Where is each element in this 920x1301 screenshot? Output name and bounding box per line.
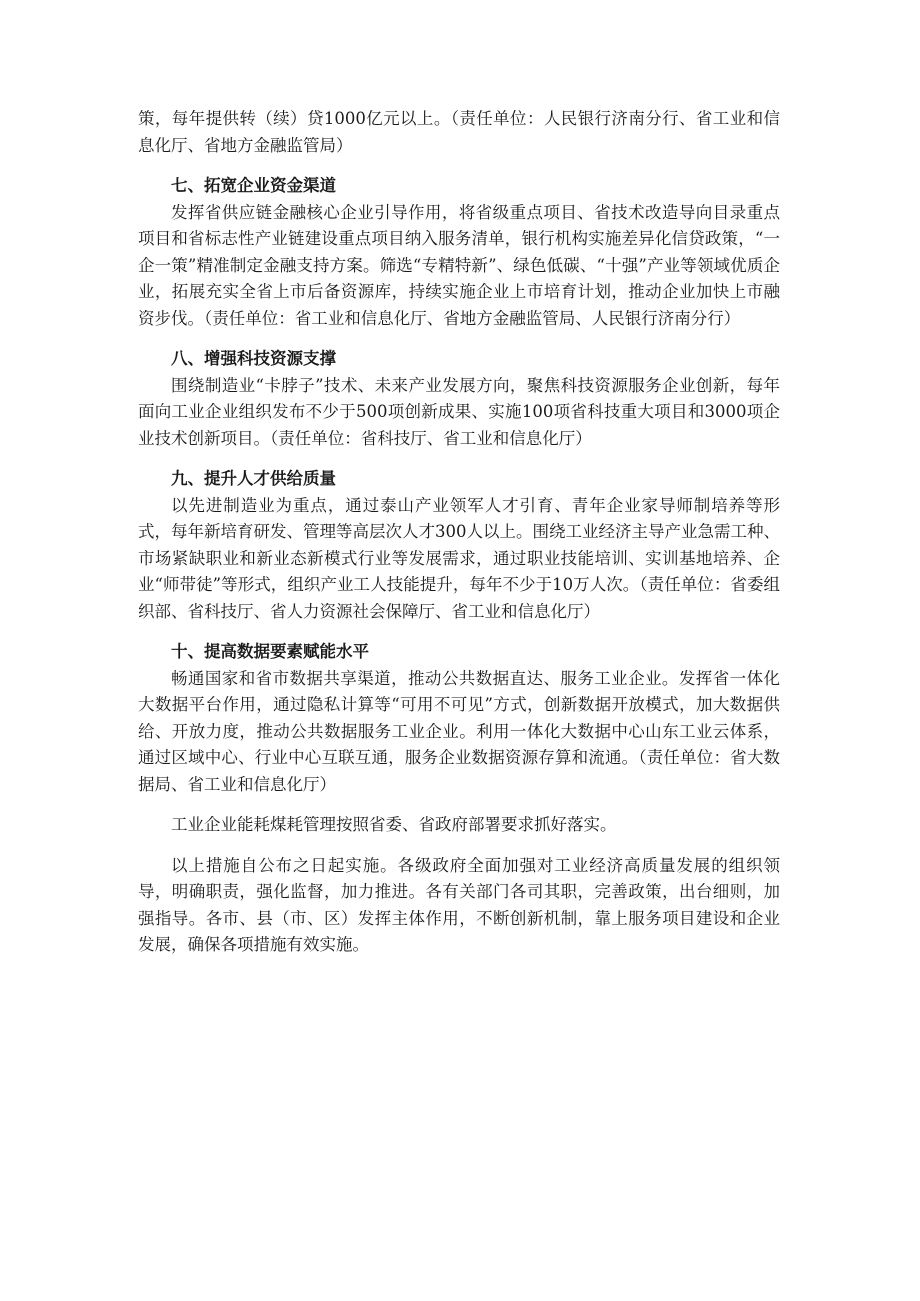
section-body: 以先进制造业为重点，通过泰山产业领军人才引育、青年企业家导师制培养等形式，每年新培育研发、管理等高层次人才300人以上。围绕工业经济主导产业急需工种、市场紧缺职业和新业态新模式行业等发展需求，通过职业技能培训、实训基地培养、企业“师带徒”等形式，组织产业工人技能提升，每年不少于10万人次。（责任单位：省委组织部、省科技厅、省人力资源社会保障厅、省工业和信息化厅） (138, 495, 780, 621)
section-heading: 十、提高数据要素赋能水平 (171, 642, 369, 661)
section-heading: 八、增强科技资源支撑 (171, 349, 336, 368)
section-7 (138, 173, 780, 332)
section-9 (138, 466, 780, 625)
section-heading: 九、提升人才供给质量 (171, 469, 336, 488)
energy-note-paragraph: 工业企业能耗煤耗管理按照省委、省政府部署要求抓好落实。 (171, 815, 617, 834)
section-body: 围绕制造业“卡脖子”技术、未来产业发展方向，聚焦科技资源服务企业创新，每年面向工业企业组织发布不少于500项创新成果、实施100项省科技重大项目和3000项企业技术创新项目。（责任单位：省科技厅、省工业和信息化厅） (138, 375, 780, 448)
section-body: 畅通国家和省市数据共享渠道，推动公共数据直达、服务工业企业。发挥省一体化大数据平台作用，通过隐私计算等“可用不可见”方式，创新数据开放模式，加大数据供给、开放力度，推动公共数据服务工业企业。利用一体化大数据中心山东工业云体系，通过区域中心、行业中心互联互通，服务企业数据资源存算和流通。（责任单位：省大数据局、省工业和信息化厅） (138, 668, 780, 794)
section-8 (138, 346, 780, 452)
intro-paragraph: 策，每年提供转（续）贷1000亿元以上。（责任单位：人民银行济南分行、省工业和信息化厅、省地方金融监管局） (138, 109, 780, 155)
section-10 (138, 639, 780, 798)
section-heading: 七、拓宽企业资金渠道 (171, 176, 336, 195)
closing-paragraph: 以上措施自公布之日起实施。各级政府全面加强对工业经济高质量发展的组织领导，明确职责，强化监督，加力推进。各有关部门各司其职，完善政策，出台细则，加强指导。各市、县（市、区）发挥主体作用，不断创新机制，靠上服务项目建设和企业发展，确保各项措施有效实施。 (138, 855, 780, 954)
section-body: 发挥省供应链金融核心企业引导作用，将省级重点项目、省技术改造导向目录重点项目和省标志性产业链建设重点项目纳入服务清单，银行机构实施差异化信贷政策，“一企一策”精准制定金融支持方案。筛选“专精特新”、绿色低碳、“十强”产业等领域优质企业，拓展充实全省上市后备资源库，持续实施企业上市培育计划，推动企业加快上市融资步伐。（责任单位：省工业和信息化厅、省地方金融监管局、人民银行济南分行） (138, 202, 780, 328)
